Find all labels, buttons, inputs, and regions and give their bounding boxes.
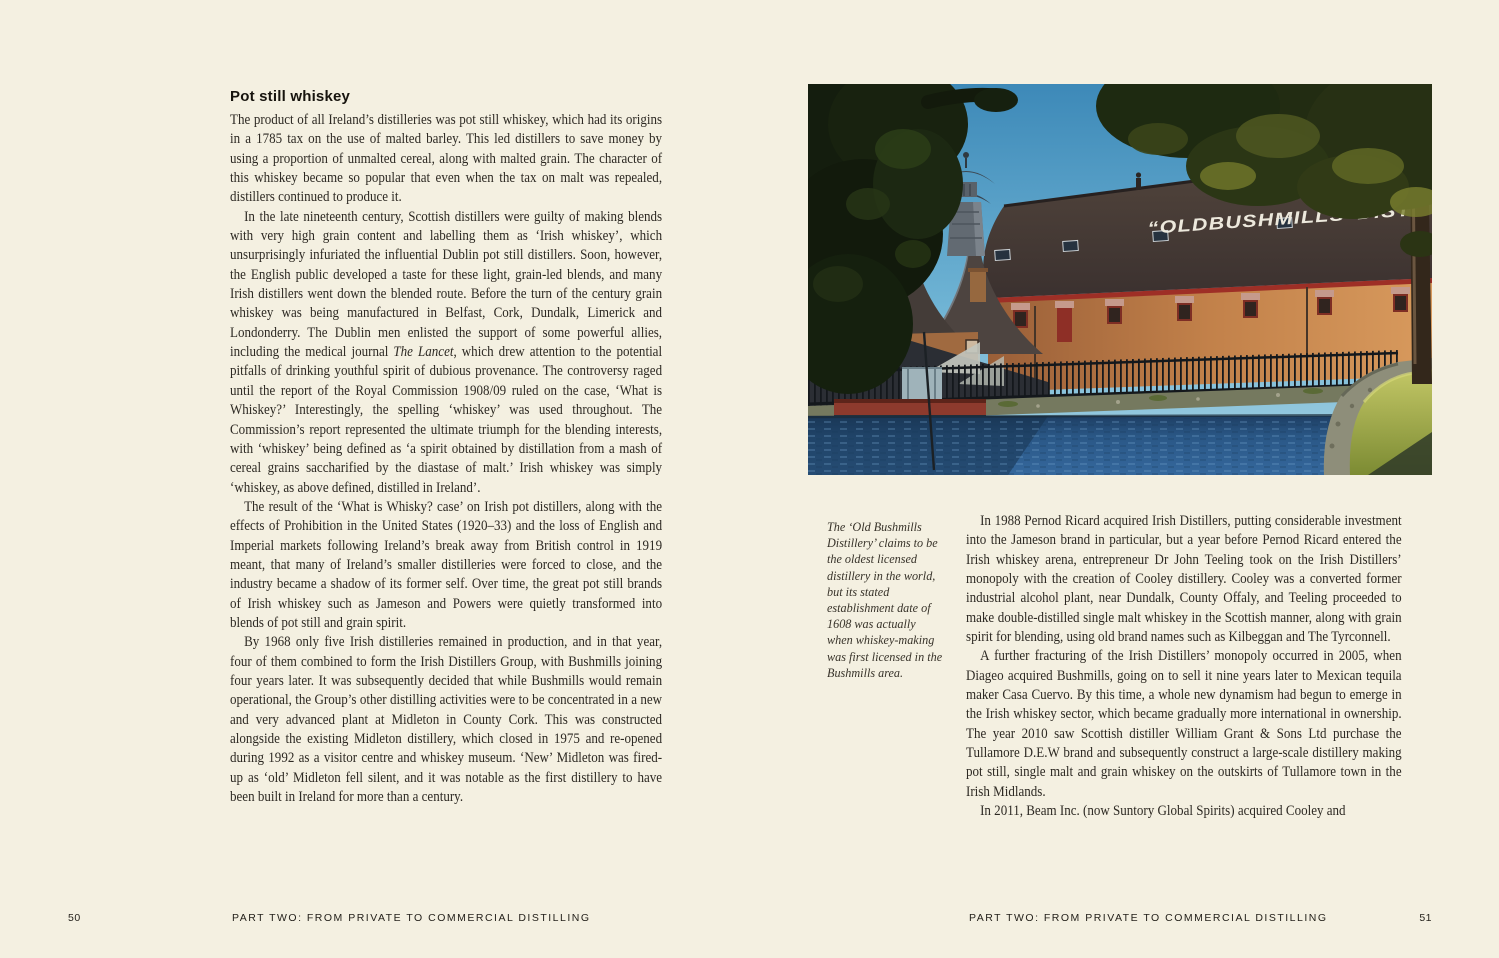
journal-title-italic: The Lancet bbox=[393, 344, 454, 361]
left-text-column bbox=[230, 88, 730, 807]
photo-caption: The ‘Old Bushmills Distillery’ claims to be the oldest licensed distillery in the world, but its stated establishment date of 1608 was actually when whiskey-making was first licensed in the Bushmills area. bbox=[827, 520, 943, 680]
running-head-left: PART TWO: FROM PRIVATE TO COMMERCIAL DISTILLING bbox=[232, 912, 591, 924]
page-number-right: 51 bbox=[1419, 912, 1432, 924]
roof-painted-text: “OLDBUSHMILLS”DIST bbox=[1146, 203, 1363, 238]
body-paragraph bbox=[230, 208, 662, 498]
paragraph-text: In the late nineteenth century, Scottish distillers were guilty of making blends with very high grain content and labelling them as ‘Irish whiskey’, which unsurprisingly infuriated the influential Dublin pot still distillers. Soon, however, the English public developed a taste for these light, grain-led blends, and many Irish distillers went down the blended route. Before the turn of the century grain whiskey was being manufactured in Belfast, Cork, Dundalk, Limerick and Londonderry. The Dublin men enlisted the support of some powerful allies, including the medical journal bbox=[230, 208, 663, 361]
paragraph-text: , which drew attention to the potential pitfalls of drinking youthful spirit of dubious provenance. The controversy raged until the report of the Royal Commission 1908/09 ruled on the case, ‘What is Whiskey?’ Interestingly, the spelling ‘whiskey’ was used throughout. The Commission’s report represented the ultimate triumph for the blending interests, with ‘whiskey’ being defined as ‘a spirit obtained by distillation from a mash of cereal grains saccharified by the diastase of malt.’ Irish whiskey was simply ‘whiskey, as above defined, distilled in Ireland’. bbox=[230, 344, 663, 496]
body-paragraph: A further fracturing of the Irish Distillers’ monopoly occurred in 2005, when Diageo acquired Bushmills, going on to sell it nine years later to Mexican tequila maker Casa Cuervo. By this time, a whole new dynamism had begun to emerge in the Irish whiskey sector, which became gradually more international in ownership. The year 2010 saw Scottish distiller William Grant & Sons Ltd purchase the Tullamore D.E.W brand and subsequently construct a large-scale distillery making pot still, single malt and grain whiskey on the outskirts of Tullamore town in the Irish Midlands. bbox=[966, 648, 1402, 800]
left-body-text bbox=[230, 111, 662, 807]
body-paragraph: The result of the ‘What is Whisky? case’ on Irish pot distillers, along with the effects of Prohibition in the United States (1920–33) and the loss of English and Imperial markets following Ireland’s break away from British control in 1919 meant, that many of Ireland’s smaller distilleries were forced to close, and the industry became a shadow of its former self. Over time, the great pot still brands of Irish whiskey such as Jameson and Powers were quietly transformed into blends of pot still and grain spirit. bbox=[230, 498, 663, 631]
red-door bbox=[1057, 308, 1072, 342]
running-head-right: PART TWO: FROM PRIVATE TO COMMERCIAL DISTILLING bbox=[969, 912, 1328, 924]
body-paragraph: In 2011, Beam Inc. (now Suntory Global Spirits) acquired Cooley and bbox=[980, 803, 1346, 820]
body-paragraph: The product of all Ireland’s distilleries was pot still whiskey, which had its origins in a 1785 tax on the use of malted barley. This led distillers to save money by using a proportion of unmalted cereal, along with malted grain. The character of this whiskey became so popular that even when the tax on malt was repealed, distillers continued to produce it. bbox=[230, 112, 663, 206]
section-heading: Pot still whiskey bbox=[230, 88, 351, 105]
page-number-left: 50 bbox=[68, 912, 81, 924]
body-paragraph: In 1988 Pernod Ricard acquired Irish Distillers, putting considerable investment into the Jameson brand in particular, but a year before Pernod Ricard entered the Irish whiskey arena, entrepreneur Dr John Teeling took on the Irish Distillers’ monopoly with the creation of Cooley distillery. Cooley was a converted former industrial alcohol plant, near Dundalk, County Offaly, and Teeling proceeded to make double-distilled single malt whiskey in the Scottish manner, along with grain spirit for blending, using old brand names such as Kilbeggan and The Tyrconnell. bbox=[966, 513, 1402, 646]
right-text-column bbox=[966, 512, 1466, 822]
distillery-photo bbox=[808, 84, 1432, 475]
body-paragraph: By 1968 only five Irish distilleries remained in production, and in that year, four of them combined to form the Irish Distillers Group, with Bushmills joining four years later. It was subsequently decided that while Bushmills would remain operational, the Group’s other distilling activities were to be concentrated in a new and very advanced plant at Midleton in County Cork. This was constructed alongside the existing Midleton distillery, which closed in 1975 and re-opened during 1992 as a visitor centre and whiskey museum. ‘New’ Midleton was fired-up as ‘old’ Midleton fell silent, and it was notable as the first distillery to have been built in Ireland for more than a century. bbox=[230, 634, 663, 806]
right-body-text bbox=[966, 512, 1402, 822]
